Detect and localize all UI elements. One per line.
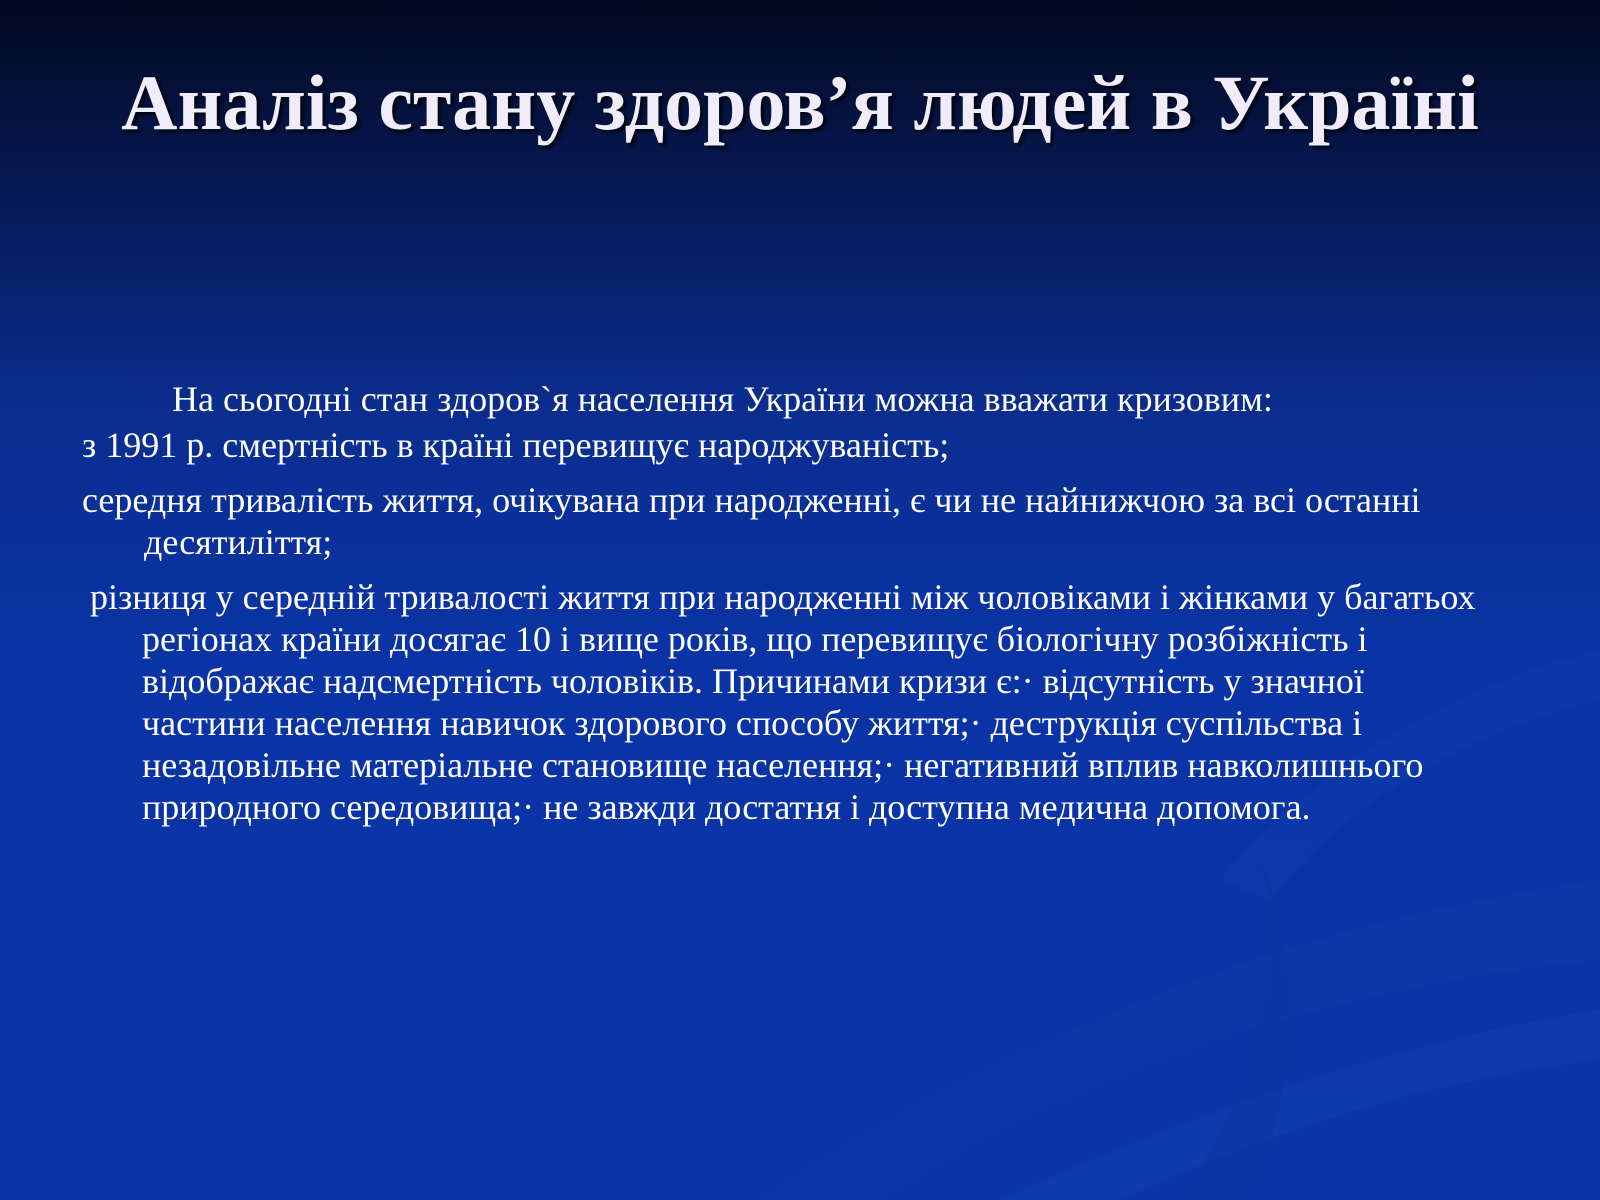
intro-paragraph: На сьогодні стан здоров`я населення України можна вважати кризовим:: [172, 379, 1273, 419]
slide-body: [82, 378, 1482, 828]
gender-gap-and-causes-paragraph: різниця у середній тривалості життя при народженні між чоловіками і жінками у багатьох регіонах країни досягає 10 і вище років, що перевищує біологічну розбіжність і відображає надсмертність чоловіків. Причинами кризи є:· відсутність у значної частини населення навичок здорового способу життя;· деструкція суспільства і незадовільне матеріальне становище населення;· негативний вплив навколишнього природного середовища;· не завжди достатня і доступна медична допомога.: [90, 577, 1476, 827]
slide-title: Аналіз стану здоров’я людей в Україні: [121, 59, 1479, 146]
mortality-paragraph: з 1991 р. смертність в країні перевищує народжуваність;: [82, 425, 950, 465]
life-expectancy-paragraph: середня тривалість життя, очікувана при народженні, є чи не найнижчою за всі останні десятиліття;: [82, 480, 1421, 562]
